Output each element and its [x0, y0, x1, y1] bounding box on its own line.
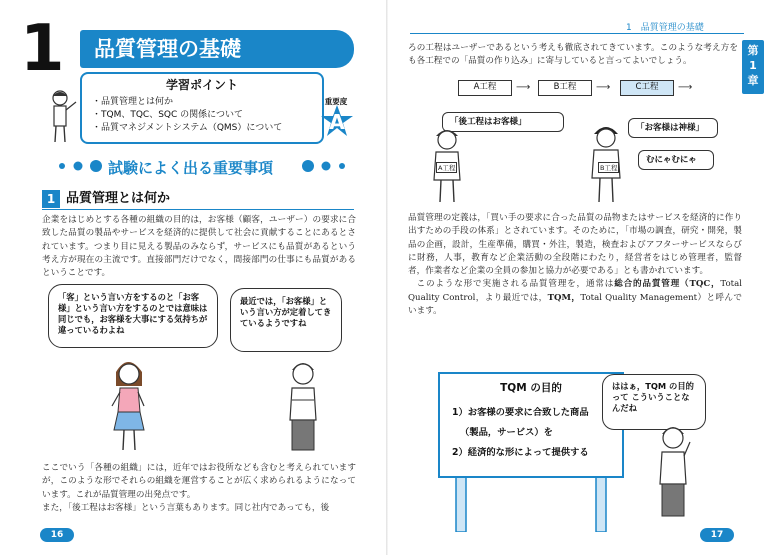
speech-bubble: 「お客様は神様」 — [628, 118, 718, 138]
worker-b-label: B工程 — [600, 164, 618, 172]
chapter-tab-char: 第 — [747, 44, 759, 57]
teacher-illustration — [46, 88, 78, 144]
tqm-sign-item: 2）経済的な形によって提供する — [452, 447, 589, 458]
important-heading: 試験によく出る重要事項 — [108, 159, 274, 177]
section-underline — [42, 209, 354, 210]
bold-term: TQM， — [547, 292, 581, 303]
page-number: 17 — [700, 528, 734, 542]
section-title: 品質管理とは何か — [66, 191, 171, 206]
tqm-sign — [438, 372, 624, 478]
arrow-right-icon: ⟶ — [516, 82, 531, 93]
learning-points-list — [92, 96, 282, 135]
text-run: このような形で実施される品質管理を，通常は — [416, 279, 615, 290]
text-run: Total Quality Control，より最近では， — [408, 279, 742, 303]
body-paragraph-text: また，「後工程はお客様」という言葉もあります。同じ社内であっても，後 — [42, 502, 330, 513]
importance-level: A — [329, 110, 345, 134]
man-illustration — [650, 420, 696, 520]
process-box: A工程 — [458, 80, 512, 96]
speech-bubble: むにゃむにゃ — [638, 150, 714, 170]
chapter-title: 品質管理の基礎 — [80, 30, 354, 68]
chapter-tab — [742, 40, 764, 94]
body-paragraph-text — [408, 278, 742, 318]
arrow-right-icon: ⟶ — [596, 82, 611, 93]
chapter-tab-char: 1 — [749, 59, 757, 72]
worker-a-label: A工程 — [438, 164, 456, 172]
speech-bubble: 「客」という言い方をするのと「お客様」という言い方をするのとでは意味は同じでも，お客様を大事にする気持ちが違っているわよね — [48, 284, 218, 348]
body-paragraph: ろの工程はユーザーであるという考えも徹底されてきています。このような考え方をも各工程での「品質の作り込み」に寄与していると言ってよいでしょう。 — [408, 43, 738, 67]
speech-bubble: 「後工程はお客様」 — [442, 112, 564, 132]
text-run: Total Quality Management）と呼んでいます。 — [408, 292, 742, 317]
woman-illustration — [104, 354, 154, 454]
man-illustration — [280, 356, 326, 454]
speech-bubble: ははぁ，TQM の目的って こういうことなんだね — [602, 374, 706, 430]
learning-point-item: ・TQM、TQC、SQC の関係について — [92, 110, 243, 120]
arrow-right-icon: ⟶ — [678, 82, 693, 93]
running-head: 1 品質管理の基礎 — [626, 23, 704, 33]
body-paragraph-text: 品質管理の定義は，「買い手の要求に合った品質の品物またはサービスを経済的に作り出すための手段の体系」とされています。そのために，「市場の調査，研究・開発，製品の企画，設計，生産準備，購買・外注，製造，検査およびアフターサービスならびに財務，人事，教育など企業活動の全段階にわたり，経営者をはじめ管理者，監督者，作業者など企業の全員の参加と協力が必要である」とも書かれています。 — [408, 213, 742, 277]
chapter-tab-char: 章 — [747, 74, 759, 87]
body-paragraph: 企業をはじめとする各種の組織の目的は，お客様（顧客，ユーザー）の要求に合致した品質の製品やサービスを経済的に提供して社会に貢献することにあるとされています。つまり目に見える製品のみならず，サービスにも品質があるという考え方が現在の主流です。直接部門だけでなく，間接部門の仕事にも品質があるということです。 — [42, 215, 356, 279]
learning-points-heading: 学習ポイント — [165, 78, 238, 92]
tqm-sign-title: TQM の目的 — [500, 382, 562, 394]
bold-term: 総合的品質管理（TQC， — [614, 279, 721, 290]
body-paragraph — [42, 462, 356, 515]
learning-points-box — [80, 72, 324, 144]
running-head-rule — [410, 33, 744, 34]
right-page — [388, 0, 776, 555]
importance-label: 重要度 — [324, 97, 348, 106]
section-number: 1 — [42, 190, 60, 208]
speech-bubble: 最近では，「お客様」という言い方が定着してきているようですね — [230, 288, 342, 352]
learning-point-item: ・品質管理とは何か — [92, 97, 174, 107]
tqm-sign-item: 1）お客様の要求に合致した商品 — [452, 407, 589, 418]
process-box: B工程 — [538, 80, 592, 96]
body-paragraph — [408, 212, 742, 318]
page-number: 16 — [40, 528, 74, 542]
sign-posts — [438, 476, 624, 532]
tqm-sign-item: （製品，サービス）を — [460, 427, 553, 438]
body-paragraph-text: ここでいう「各種の組織」には，近年ではお役所なども含むと考えられていますが，このような形でそれらの組織を運営することが広く求められるようになっています。これが品質管理の出発点です。 — [42, 463, 356, 500]
chapter-number: 1 — [20, 12, 65, 86]
process-box: C工程 — [620, 80, 674, 96]
learning-point-item: ・品質マネジメントシステム（QMS）について — [92, 123, 283, 133]
